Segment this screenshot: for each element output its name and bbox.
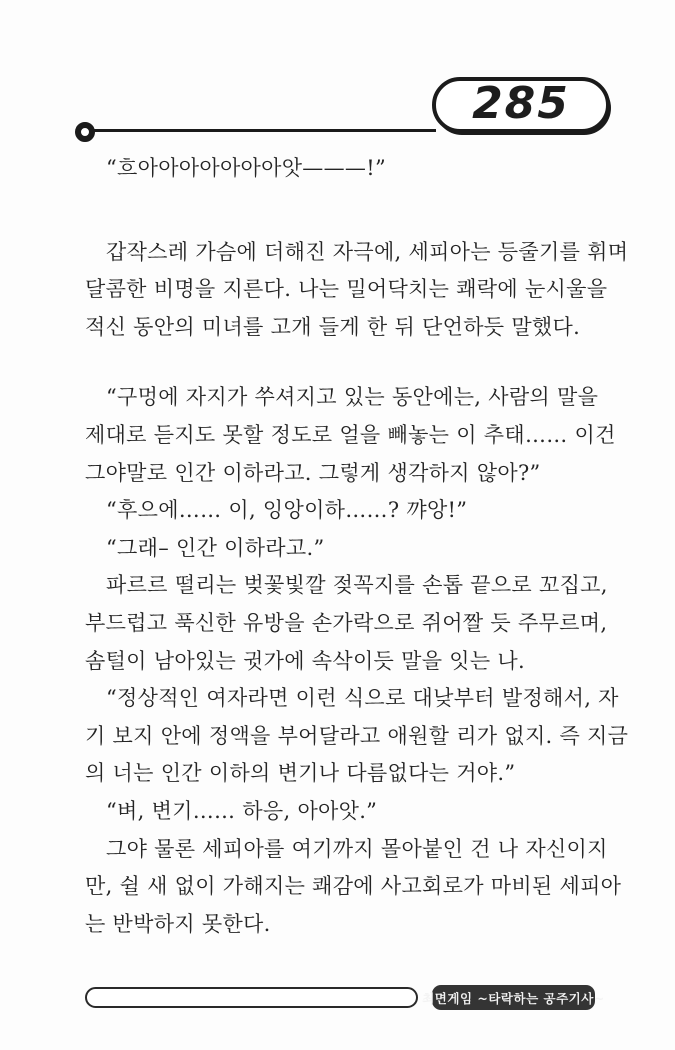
text-line: 는 반박하지 못한다. [85, 911, 271, 936]
text-line: 그야 물론 세피아를 여기까지 몰아붙인 건 나 자신이지 [106, 836, 608, 861]
book-title: 최면게임 ~타락하는 공주기사~ [422, 990, 605, 1006]
text-line: 기 보지 안에 정액을 부어달라고 애원할 리가 없지. 즉 지금 [85, 723, 629, 748]
text-line: “후으에…… 이, 잉앙이하……? 꺄앙!” [106, 498, 468, 523]
text-line: 의 너는 인간 이하의 변기나 다름없다는 거야.” [85, 761, 516, 786]
text-line: “흐아아아아아아아앗———!” [106, 156, 386, 180]
text-line: 적신 동안의 미녀를 고개 들게 한 뒤 단언하듯 말했다. [85, 314, 581, 339]
page-number-badge [432, 77, 610, 133]
paragraph [85, 793, 597, 831]
book-title-badge [422, 985, 605, 1010]
paragraph [85, 379, 616, 492]
paragraph [85, 831, 622, 944]
body-text [85, 150, 629, 943]
paragraph [85, 530, 597, 568]
paragraph [85, 680, 629, 793]
text-line: 솜털이 남아있는 귓가에 속삭이듯 말을 잇는 나. [85, 648, 525, 673]
paragraph [85, 234, 629, 347]
text-line: 부드럽고 푹신한 유방을 손가락으로 쥐어짤 듯 주무르며, [85, 610, 608, 635]
footer-rule-pill [85, 987, 418, 1008]
paragraph [85, 567, 608, 680]
text-line: 파르르 떨리는 벚꽃빛깔 젖꼭지를 손톱 끝으로 꼬집고, [106, 573, 608, 598]
text-line: 만, 쉴 새 없이 가해지는 쾌감에 사고회로가 마비된 세피아 [85, 874, 622, 899]
paragraph [85, 492, 597, 530]
text-line: “벼, 변기…… 하응, 아아앗.” [106, 798, 378, 823]
paragraph [85, 150, 597, 188]
text-line: “정상적인 여자라면 이런 식으로 대낮부터 발정해서, 자 [106, 686, 619, 711]
page-number: 285 [472, 77, 570, 129]
text-line: “구멍에 자지가 쑤셔지고 있는 동안에는, 사람의 말을 [106, 385, 599, 410]
text-line: 그야말로 인간 이하라고. 그렇게 생각하지 않아?” [85, 460, 541, 485]
text-line: 갑작스레 가슴에 더해진 자극에, 세피아는 등줄기를 휘며 [106, 239, 629, 264]
text-line: “그래– 인간 이하라고.” [106, 535, 325, 560]
header-ring-ornament [75, 122, 95, 142]
header-rule-line [92, 129, 436, 132]
text-line: 제대로 듣지도 못할 정도로 얼을 빼놓는 이 추태…… 이건 [85, 422, 616, 447]
text-line: 달콤한 비명을 지른다. 나는 밀어닥치는 쾌락에 눈시울을 [85, 277, 608, 302]
